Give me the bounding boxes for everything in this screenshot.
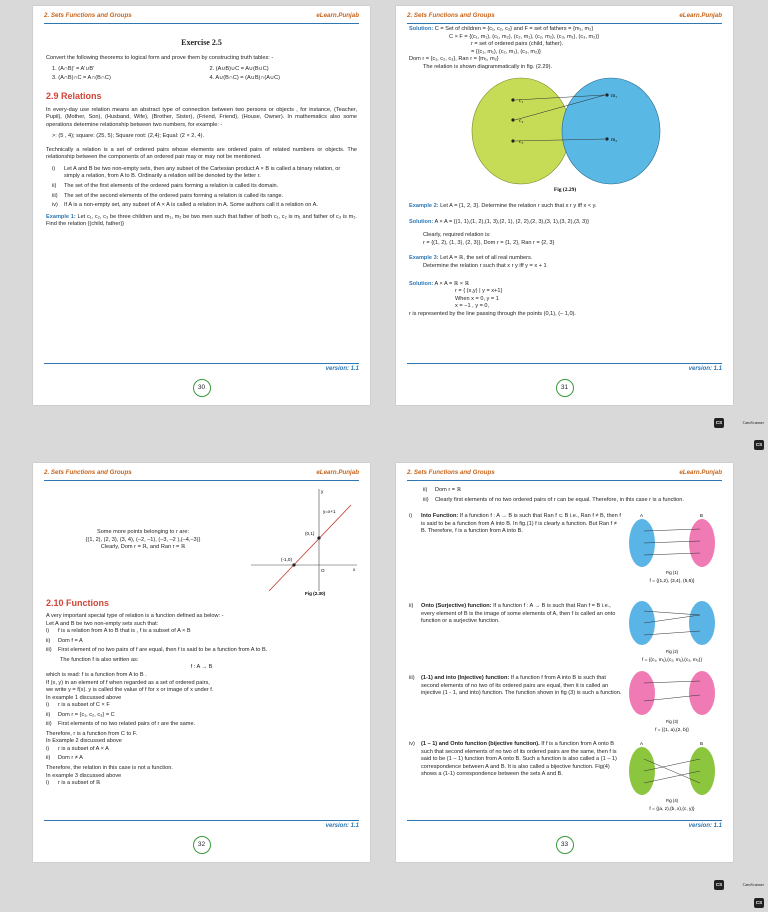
function-equation: f = {(1, a),(2, b)} [655,728,689,733]
set-a-ellipse [629,519,655,567]
page-31 [396,6,733,405]
list-item: i) r is a subset of C × F [46,702,110,709]
camscanner-logo-icon: CS [754,898,764,908]
camscanner-label: CamScanner [742,420,764,425]
y-axis-label: y [321,489,324,494]
exercise-item: 3. (A∩B)∩C = A∩(B∩C) [52,74,111,81]
set-a-label: A [640,513,644,518]
paragraph: In example 1 discussed above [46,694,122,701]
paragraph: Let A and B be two non-empty sets such that: [46,620,159,627]
figure-caption: Fig (1) [665,570,679,575]
example-1: Example 1: Let c₁, c₂, c₃ be three children and m₁, m₂ be two men such that father of both c₁, c₂ is m₁ and father of c₃ is m₂. Find the relation {(child, father)} [46,213,357,228]
camscanner-label: CamScanner [742,882,764,887]
solution-3: Solution: A × A = ℝ × ℝ [409,280,470,287]
set-a-ellipse [629,601,655,645]
paragraph: In every-day use relation means an abstract type of connection between two persons or objects , for instance, (Teacher, Pupil), (Mother, Son), (Husband, Wife), (Brother, Sister), (Friend, Friend), (House, Owner). In mathematics also some operations determine relationship between two numbers, for example: - [46,106,357,128]
list-item: i) Let A and B be two non-empty sets, then any subset of the Cartesian product A × B is called a binary relation, or simply a relation, from A to B. Ordinarily a relation will be denoted by the letter r. [52,165,341,180]
set-b-label: B [700,741,704,746]
solution-2-line: r = {(1, 2), (1, 3), (2, 3)}, Dom r = {1, 2}, Ran r = {2, 3} [423,239,555,246]
exercise-title: Exercise 2.5 [181,38,222,47]
function-type-bijective: iv) (1 – 1) and Onto function (bijective function). If f is a function from A onto B such that second elements of no two of its ordered pairs are the same, then f is said to be (1 – 1) function from A onto B. Such a function is also called a (1 – 1) correspondence between A and B. It is also called a bijective function. Fig(4) shows a (1-1) correspondence between the sets A and B. [409,741,617,778]
domain-range-line: Clearly, Dom r = ℝ, and Ran r = ℝ [100,544,186,551]
page-header [44,12,359,24]
function-type-injective: iii) (1-1) and into (Injective) function: If a function f from A into B is such that second elements of no two of its ordered pairs are equal, then it is called an injective (1 - 1, and into) function. The function shown in fig (3) is such a function. [409,675,622,697]
paragraph: A very important special type of relation is a function defined as below: - [46,613,224,620]
list-item: iii) Clearly first elements of no two ordered pairs of r can be equal. Therefore, in this case r is a function. [423,496,684,503]
section-title: 2.9 Relations [46,91,102,102]
function-type-into: i) Into Function: If a function f : A → B is such that Ran f ⊂ B i.e., Ran f ≠ B, then f is said to be a function from A into B. In fig.(1) f is clearly a function. But Ran f ≠ B. Therefore, f is a function from A into B. [409,513,621,535]
figure-caption: Fig (2.29) [553,187,577,194]
exercise-item: 4. A∪(B∩C) = (A∪B)∩(A∪C) [209,74,281,81]
set-children-ellipse [472,78,570,184]
set-a-ellipse [629,747,655,795]
list-item: ii) Dom r ≠ A [46,755,83,762]
list-item: ii) The set of the first elements of the ordered pairs forming a relation is called its domain. [52,182,279,189]
list-item: iii) First elements of no two related pairs of r are the same. [46,721,196,728]
brand-name: eLearn.Punjab [316,469,359,476]
version-footer: version: 1.1 [407,820,722,830]
figure-caption: Fig (2.30) [305,591,326,596]
page-number: 32 [193,836,211,854]
point-label: (0,1) [305,531,315,536]
point-minus1-0 [292,563,295,566]
solution-2: Solution: A × A = {(1, 1),(1, 2),(1, 3),(2, 1), (2, 2),(2, 3),(3, 1),(3, 2),(3, 3)} [409,218,589,225]
set-a-ellipse [629,671,655,715]
point-0-1 [317,536,320,539]
more-points-label: Some more points belonging to r are: [96,529,190,535]
figure-caption: Fig (3) [665,719,679,724]
camscanner-logo-icon: CS [714,880,724,890]
list-item: iv) If A is a non-empty set, any subset of A × A is called a relation in A. Some authors call it a relation on A. [52,202,318,209]
solution-3-line: r is represented by the line passing through the points (0,1), (– 1,0). [409,310,576,317]
origin-label: O [321,568,325,573]
list-item: ii) Dom f = A [46,637,83,644]
x-axis-label: x [353,567,356,572]
fig-1-diagram [622,511,726,585]
paragraph: Technically a relation is a set of ordered pairs whose elements are ordered pairs of related numbers or objects. The relationship between the components of an ordered pair may or may not be mentioned. [46,146,357,161]
point-c2 [511,119,514,122]
brand-name: eLearn.Punjab [316,12,359,19]
exercise-item: 1. (A∩B)′ = A′∪B′ [52,66,95,73]
solution-2-line: Clearly, required relation is: [423,232,491,239]
paragraph: If (x, y) in an element of f when regarded as a set of ordered pairs, [46,679,210,686]
point-label: (-1,0) [281,557,292,562]
label-m2: m₂ [611,137,618,144]
page-30 [33,6,370,405]
list-item: i) r is a subset of ℝ [46,780,101,787]
section-title: 2.10 Functions [46,598,110,608]
label-c2: c₂ [519,118,524,125]
paragraph: In Example 2 discussed above [46,738,122,745]
solution-1: Solution: C = Set of children = {c₁, c₂, c₃} and F = set of fathers = {m₁, m₂} C × F = {(c₁, m₁), (c₁, m₂), (c₂, m₁), (c₂, m₂), (c₃, m₁), (c₃, m₂)} r = set of ordered pairs (child, father). = {(c₁, m₁), (c₂, m₁), (c₃, m₂)} Dom r = {c₁, c₂, c₃}, Ran r = {m₁, m₂} The relation is shown diagrammatically in fig. (2.29). [409,26,600,70]
page-header [44,469,359,481]
brand-name: eLearn.Punjab [679,469,722,476]
exercise-intro: Convert the following theorems to logical form and prove them by constructing truth tables: - [46,54,274,61]
figure-caption: Fig (2) [665,649,679,654]
solution-3-line: r = { (x,y) | y = x+1} [455,288,503,295]
solution-3-line: When x = 0, y = 1 [455,295,499,302]
fig-2-30-graph [247,485,362,597]
paragraph: which is read: f is a function from A to B . [46,671,147,678]
example-2: Example 2: Let A = {1, 2, 3}. Determine the relation r such that x r y iff x < y. [409,203,597,210]
point-c3 [511,140,514,143]
version-footer: version: 1.1 [44,820,359,830]
example-3: Example 3: Let A = ℝ, the set of all real numbers. [409,255,533,262]
page-header [407,469,722,481]
line-label: y=x+1 [323,509,336,514]
point-m1 [605,94,608,97]
chapter-title: 2. Sets Functions and Groups [407,469,495,476]
set-b-ellipse [689,519,715,567]
camscanner-logo-icon: CS [754,440,764,450]
page-header [407,12,722,24]
relation-examples: >: (5 , 4); square: (25, 5); Square root: (2,4); Equal: (2 × 2, 4). [52,133,205,140]
chapter-title: 2. Sets Functions and Groups [44,469,132,476]
page-number: 33 [556,836,574,854]
label-c3: c₃ [519,139,524,146]
set-b-label: B [700,513,704,518]
label-c1: c₁ [519,98,524,105]
list-item: i) f is a relation from A to B that is , f is a subset of A × B [46,628,191,635]
figure-caption: Fig (4) [665,798,679,803]
function-type-onto: ii) Onto (Surjective) function: If a function f : A → B is such that Ran f = B i.e., every element of B is the image of some elements of A, then f is called an onto function or a surjective function. [409,603,616,625]
function-equation: f = {(a, z),(b, x),(c, y)} [649,807,695,812]
list-item: ii) Dom r = {c₁, c₂, c₃} = C [46,711,115,718]
function-notation: f : A → B [190,664,213,671]
chapter-title: 2. Sets Functions and Groups [407,12,495,19]
fig-4-diagram [622,739,726,813]
list-item: iii) The set of the second elements of the ordered pairs forming a relation is called its range. [52,192,284,199]
function-equation: f = {(c₁, m₁),(c₂, m₁),(c₃, m₂)} [642,658,702,663]
fig-2-diagram [622,597,726,665]
point-m2 [605,138,608,141]
set-b-ellipse [689,671,715,715]
set-b-ellipse [689,747,715,795]
list-item: ii) Dom r = ℝ [423,487,462,493]
version-footer: version: 1.1 [44,363,359,373]
set-b-ellipse [689,601,715,645]
paragraph: Therefore, the relation in this case is not a function. [46,764,173,771]
page-32 [33,463,370,862]
fig-3-diagram [622,667,726,737]
definition-list [52,166,357,210]
solution-3-line: x = −1 , y = 0, [455,303,490,310]
paragraph: In example 3 discussed above [46,772,122,779]
set-a-label: A [640,741,644,746]
list-item: iii) First element of no two pairs of f are equal, then f is said to be a function from A to B. [46,647,268,654]
page-33 [396,463,733,862]
label-m1: m₁ [611,93,618,100]
line-y-equals-x-plus-1 [269,505,351,591]
brand-name: eLearn.Punjab [679,12,722,19]
fig-2-29-diagram [409,75,720,193]
page-number: 31 [556,379,574,397]
point-c1 [511,99,514,102]
version-footer: version: 1.1 [407,363,722,373]
example-3-line: Determine the relation r such that x r y iff y = x + 1 [423,263,547,270]
list-item: i) r is a subset of A × A [46,745,109,752]
paragraph: we write y = f(x). y is called the value of f for x or image of x under f. [46,687,214,694]
exercise-item: 2. (A∪B)∪C = A∪(B∪C) [209,66,269,73]
paragraph: The function f is also written as: [60,656,139,663]
paragraph: Therefore, r is a function from C to F. [46,730,138,737]
chapter-title: 2. Sets Functions and Groups [44,12,132,19]
page-number: 30 [193,379,211,397]
function-equation: f = {(1,2), (3,4), (5,6)} [649,579,695,584]
more-points-list: {(1, 2), (2, 3), (3, 4), (–2, –1), (–3, –2 ),(–4,–3)} [85,536,201,543]
exercise-items [52,66,357,82]
camscanner-logo-icon: CS [714,418,724,428]
